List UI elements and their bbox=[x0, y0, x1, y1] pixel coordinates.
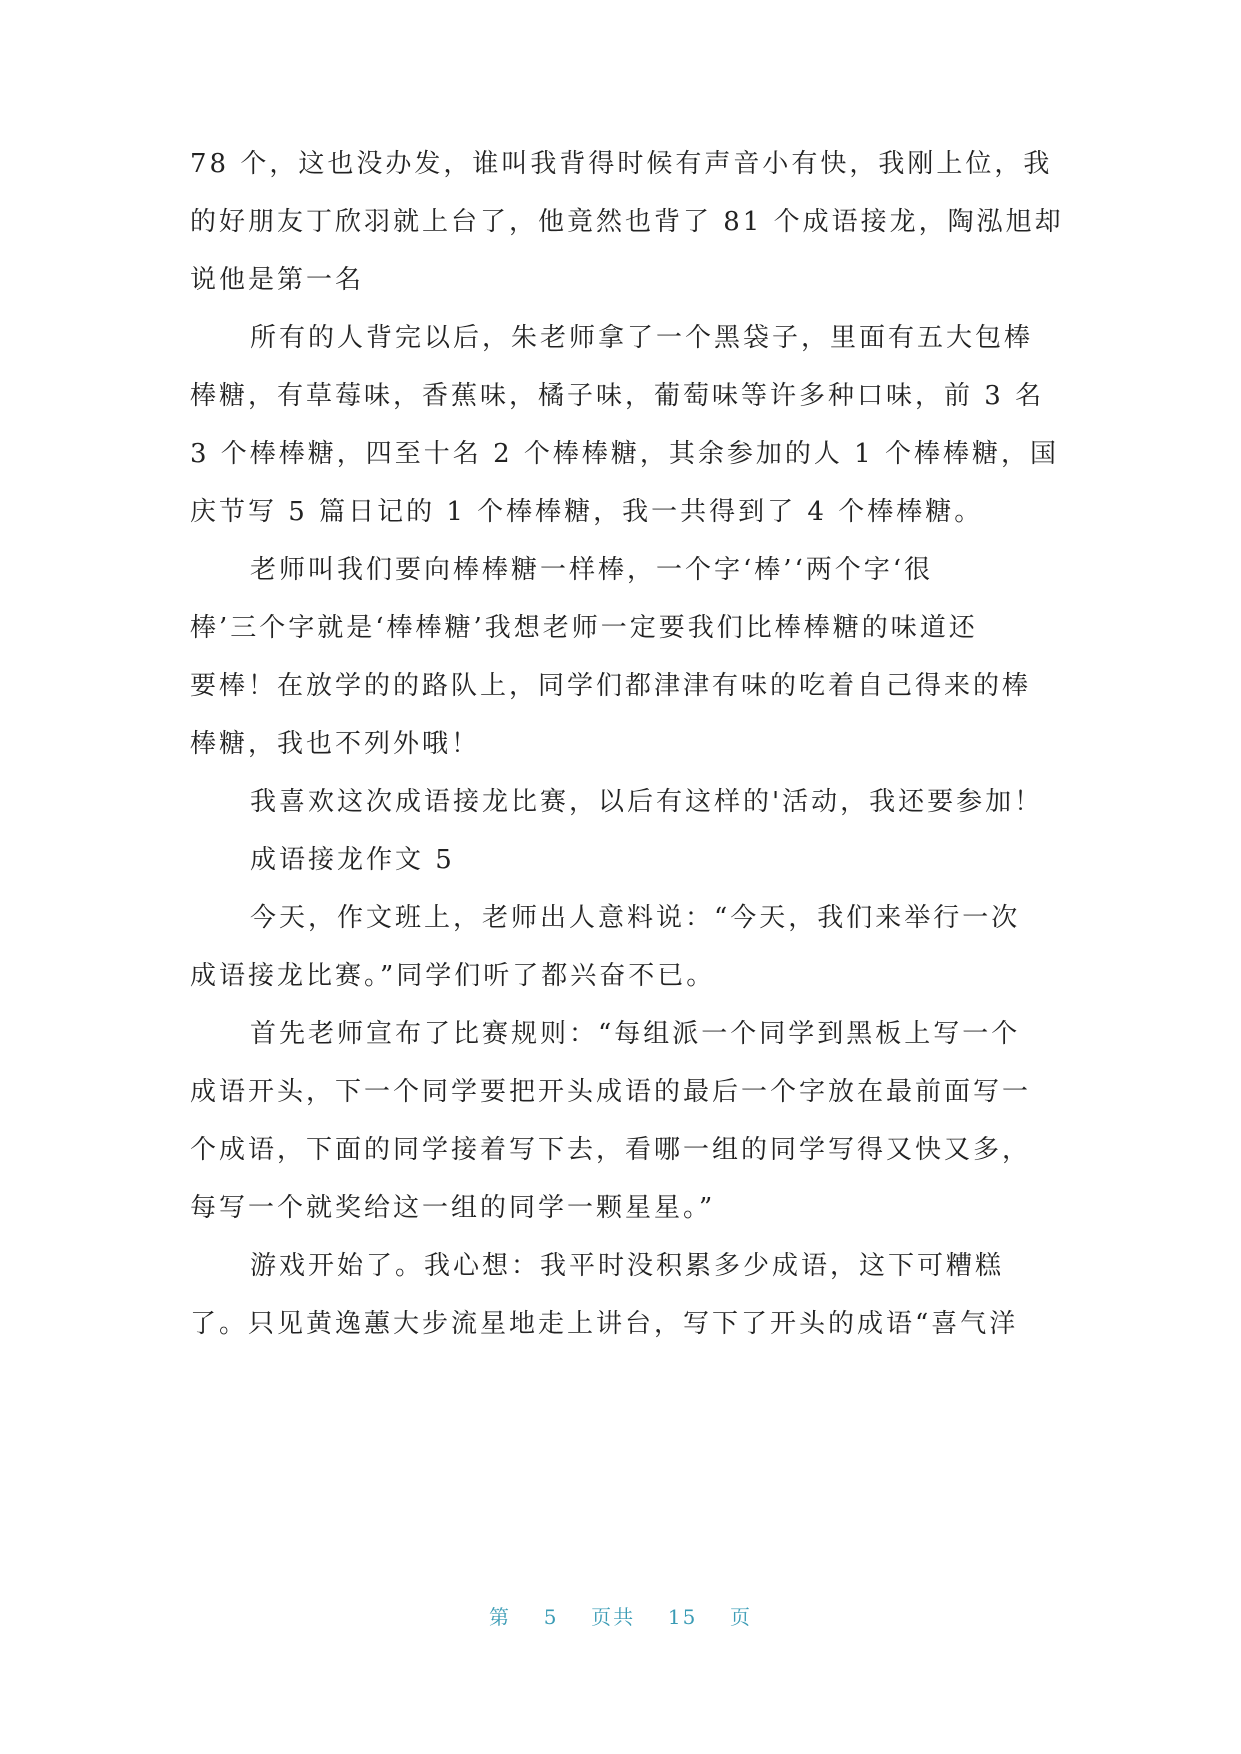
text-line: 庆节写 5 篇日记的 1 个棒棒糖，我一共得到了 4 个棒棒糖。 bbox=[190, 497, 984, 527]
text-line: 78 个，这也没办发，谁叫我背得时候有声音小有快，我刚上位，我 bbox=[190, 149, 1053, 179]
paragraph-first-line: 首先老师宣布了比赛规则：“每组派一个同学到黑板上写一个 bbox=[250, 1019, 1021, 1049]
text-line: 成语开头，下一个同学要把开头成语的最后一个字放在最前面写一 bbox=[190, 1077, 1032, 1107]
text-line: 了。只见黄逸蕙大步流星地走上讲台，写下了开头的成语“喜气洋 bbox=[190, 1309, 1019, 1339]
paragraph-first-line: 老师叫我们要向棒棒糖一样棒，一个字‘棒’‘两个字‘很 bbox=[250, 555, 934, 585]
text-line: 的好朋友丁欣羽就上台了，他竟然也背了 81 个成语接龙，陶泓旭却 bbox=[190, 207, 1064, 237]
text-line: 每写一个就奖给这一组的同学一颗星星。” bbox=[190, 1193, 716, 1223]
text-line: 棒’三个字就是‘棒棒糖’我想老师一定要我们比棒棒糖的味道还 bbox=[190, 613, 978, 643]
paragraph-first-line: 我喜欢这次成语接龙比赛，以后有这样的'活动，我还要参加！ bbox=[250, 787, 1044, 817]
text-line: 棒糖，我也不列外哦！ bbox=[190, 729, 481, 759]
total-pages-number: 15 bbox=[667, 1605, 698, 1629]
footer-middle: 页共 bbox=[591, 1605, 636, 1629]
text-line: 成语接龙比赛。”同学们听了都兴奋不已。 bbox=[190, 961, 716, 991]
footer-suffix: 页 bbox=[730, 1605, 753, 1629]
text-line: 个成语，下面的同学接着写下去，看哪一组的同学写得又快又多， bbox=[190, 1135, 1032, 1165]
text-line: 棒糖，有草莓味，香蕉味，橘子味，葡萄味等许多种口味，前 3 名 bbox=[190, 381, 1045, 411]
text-line: 要棒！在放学的的路队上，同学们都津津有味的吃着自己得来的棒 bbox=[190, 671, 1032, 701]
page-footer bbox=[0, 1602, 1241, 1632]
paragraph-first-line: 今天，作文班上，老师出人意料说：“今天，我们来举行一次 bbox=[250, 903, 1021, 933]
current-page-number: 5 bbox=[543, 1605, 559, 1629]
text-line: 说他是第一名 bbox=[190, 265, 365, 295]
text-line: 3 个棒棒糖，四至十名 2 个棒棒糖，其余参加的人 1 个棒棒糖，国 bbox=[190, 439, 1059, 469]
paragraph-first-line: 所有的人背完以后，朱老师拿了一个黑袋子，里面有五大包棒 bbox=[250, 323, 1034, 353]
section-heading: 成语接龙作文 5 bbox=[250, 845, 455, 875]
paragraph-first-line: 游戏开始了。我心想：我平时没积累多少成语，这下可糟糕 bbox=[250, 1251, 1005, 1281]
footer-prefix: 第 bbox=[488, 1605, 511, 1629]
